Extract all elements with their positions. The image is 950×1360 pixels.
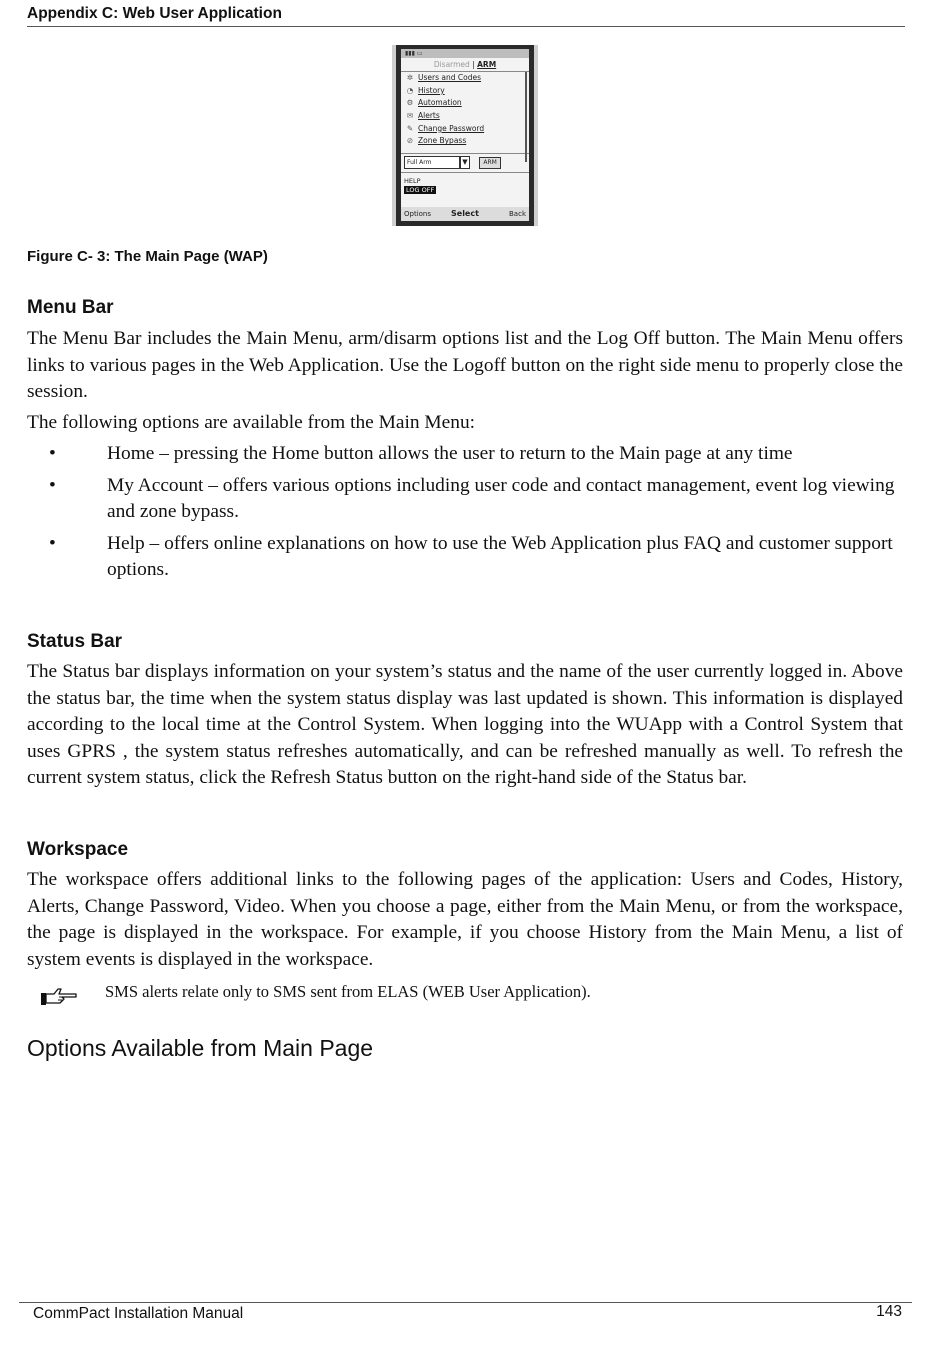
page-header: Appendix C: Web User Application [27, 5, 905, 27]
list-item-text: Home – pressing the Home button allows the user to return to the Main page at any time [107, 443, 793, 464]
menu-item-label: Change Password [418, 123, 485, 133]
phone-frame-left [392, 45, 396, 226]
options-section-heading: Options Available from Main Page [27, 1035, 374, 1061]
bullet-icon: • [49, 532, 56, 554]
chevron-down-icon[interactable]: ▼ [460, 156, 470, 169]
menu-item-users[interactable] [401, 72, 529, 85]
menu-item-zone-bypass[interactable] [401, 135, 529, 148]
status-bar-paragraph: The Status bar displays information on your system’s status and the name of the user currently logged in. Above the status bar, the time when the system status display was last updated is shown. This information is displayed according to the local time at the Control System. When logging into the WUApp with a Control System that uses GPRS , the system status refreshes automatically, and can be refreshed manually as well. To refresh the current system status, click the Refresh Status button on the right-hand side of the Status bar. [27, 661, 903, 788]
list-item [27, 531, 903, 584]
menu-item-label: Zone Bypass [418, 136, 467, 146]
list-item-text: Help – offers online explanations on how to use the Web Application plus FAQ and customer support options. [107, 532, 893, 580]
note-text: SMS alerts relate only to SMS sent from ELAS (WEB User Application). [105, 982, 591, 1001]
arm-select[interactable]: Full Arm [404, 156, 460, 169]
arm-button[interactable]: ARM [479, 157, 500, 169]
softkey-options[interactable]: Options [404, 210, 432, 218]
page-number: 143 [876, 1303, 902, 1320]
automation-icon: ⚙ [406, 98, 414, 108]
bullet-icon: • [49, 443, 56, 464]
bypass-icon: ⊘ [406, 136, 414, 146]
signal-icon: ▮▮▮ ▭ [401, 49, 529, 58]
workspace-paragraph: The workspace offers additional links to the following pages of the application: Users and Codes, History, Alerts, Change Password, Video. When you choose a page, either from the Main Menu, or from the workspace, the page is displayed in the workspace. For example, if you choose History from the Main Menu, a list of system events is displayed in the workspace. [27, 869, 903, 970]
figure-caption: Figure C- 3: The Main Page (WAP) [27, 248, 268, 265]
password-icon: ✎ [406, 123, 414, 133]
page-footer [19, 1302, 912, 1331]
menu-bar-heading: Menu Bar [27, 297, 114, 318]
users-icon: ✲ [406, 73, 414, 82]
workspace-heading: Workspace [27, 839, 129, 860]
menu-item-change-password[interactable] [401, 123, 529, 136]
phone-status-line [401, 58, 529, 72]
help-link[interactable]: HELP [404, 177, 421, 186]
menu-item-automation[interactable] [401, 97, 529, 110]
bullet-icon: • [49, 474, 56, 496]
status-bar-heading: Status Bar [27, 631, 123, 652]
menu-item-history[interactable] [401, 85, 529, 98]
phone-screenshot [392, 45, 538, 226]
arm-options-row [401, 153, 529, 173]
history-icon: ◔ [406, 85, 414, 95]
softkey-back[interactable]: Back [509, 210, 526, 218]
menu-bar-paragraph: The Menu Bar includes the Main Menu, arm/disarm options list and the Log Off button. The Main Menu offers links to various pages in the Web Application. Use the Logoff button on the right side menu to properly close the session. [27, 328, 903, 402]
main-menu-options-list [27, 441, 903, 589]
alerts-icon: ✉ [406, 111, 414, 121]
list-item [27, 473, 903, 526]
footer-title: CommPact Installation Manual [33, 1305, 244, 1322]
softkey-bar [401, 207, 529, 221]
disarmed-label: Disarmed [433, 60, 470, 69]
menu-bar-options-intro: The following options are available from the Main Menu: [27, 412, 476, 433]
menu-item-label: Automation [418, 98, 462, 108]
arm-link[interactable]: ARM [477, 60, 497, 69]
menu-item-label: History [418, 85, 445, 95]
phone-screen [401, 49, 529, 221]
softkey-select[interactable]: Select [451, 209, 479, 218]
list-item-text: My Account – offers various options including user code and contact management, event log viewing and zone bypass. [107, 474, 895, 522]
menu-item-label: Alerts [418, 111, 440, 121]
status-separator: | [472, 60, 475, 69]
list-item [27, 441, 903, 468]
phone-scrollbar[interactable] [525, 72, 527, 162]
logoff-button[interactable]: LOG OFF [406, 186, 435, 195]
phone-frame-right [534, 45, 538, 226]
menu-item-label: Users and Codes [418, 73, 481, 82]
menu-item-alerts[interactable] [401, 110, 529, 123]
pointing-hand-icon [40, 986, 78, 1011]
